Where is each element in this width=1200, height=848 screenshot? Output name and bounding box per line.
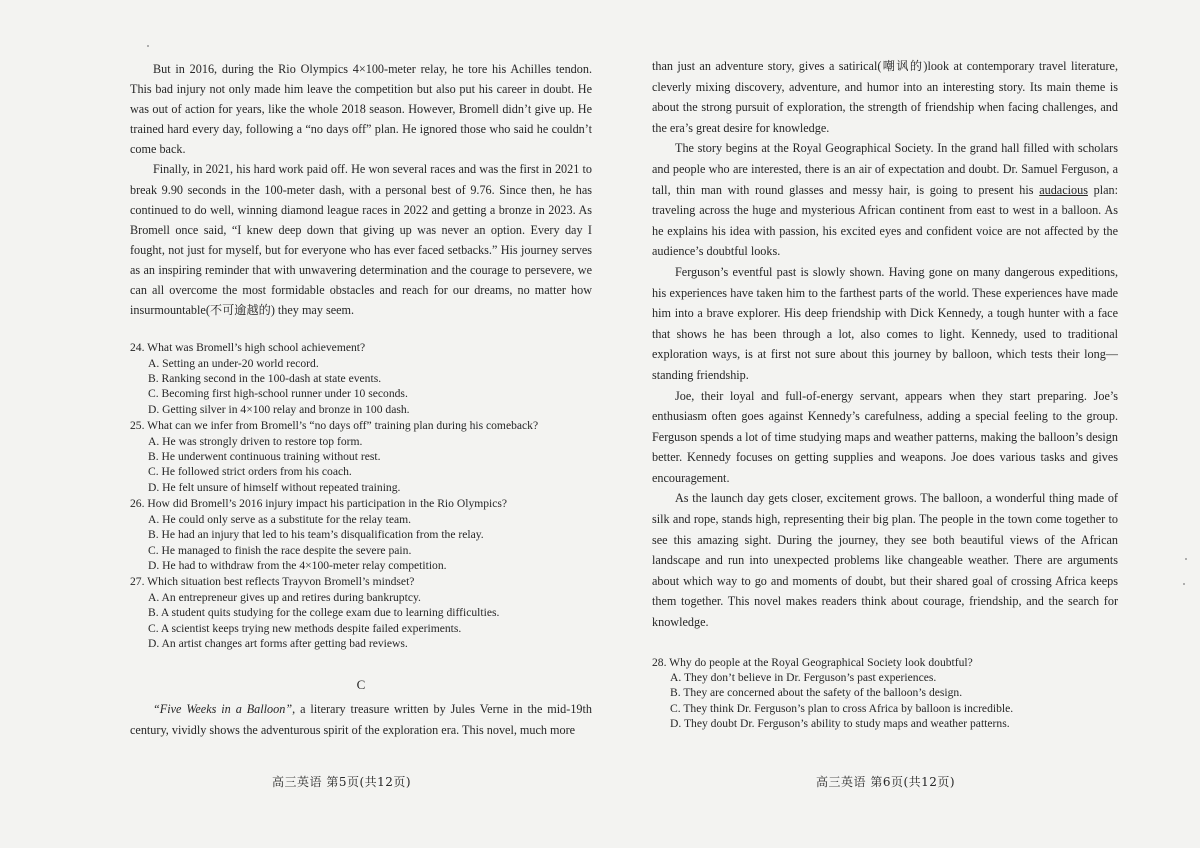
passage-paragraph	[652, 138, 1118, 262]
option-d: D. They doubt Dr. Ferguson’s ability to study maps and weather patterns.	[670, 717, 1010, 731]
paragraph-text: The story begins at the Royal Geographical Society. In the grand hall filled with scholars and people who are interested, there is an air of expectation and doubt. Dr. Samuel Ferguson, a tall, thin man with round glasses and messy hair, is going to present his	[652, 141, 1118, 197]
right-page	[600, 0, 1200, 848]
passage-paragraph: Finally, in 2021, his hard work paid off. He won several races and was the first in 2021 to break 9.90 seconds in the 100-meter dash, with a personal best of 9.76. Since then, he has continued to do well, winning diamond league races in 2022 and getting a bronze in 2023. As Bromell once said, “I knew deep down that giving up was never an option. Every day I fought, not just for myself, but for everyone who has ever faced setbacks.” His journey serves as an inspiring reminder that with unwavering determination and the courage to persevere, we can all overcome the most formidable obstacles and reach for our dreams, no matter how insurmountable(不可逾越的) they may seem.	[130, 162, 592, 318]
passage-paragraph: But in 2016, during the Rio Olympics 4×100-meter relay, he tore his Achilles tendon. This bad injury not only made him leave the competition but also put his career in doubt. He was out of action for years, like the whole 2018 season. However, Bromell didn’t give up. He trained hard every day, following a “no days off” plan. He ignored those who said he couldn’t come back.	[130, 62, 592, 157]
section-c-intro	[130, 699, 592, 739]
option-d: D. He felt unsure of himself without repeated training.	[148, 480, 401, 494]
option-d: D. Getting silver in 4×100 relay and bronze in 100 dash.	[148, 402, 410, 416]
option-a: A. An entrepreneur gives up and retires during bankruptcy.	[148, 590, 421, 604]
option-a: A. He could only serve as a substitute for the relay team.	[148, 512, 412, 526]
option-b: B. A student quits studying for the college exam due to learning difficulties.	[148, 606, 500, 620]
option-a: A. They don’t believe in Dr. Ferguson’s past experiences.	[670, 671, 937, 685]
question-stem: 28. Why do people at the Royal Geographical Society look doubtful?	[652, 655, 973, 669]
question-26	[130, 496, 592, 573]
option-a: A. Setting an under-20 world record.	[148, 356, 319, 370]
question-stem: 26. How did Bromell’s 2016 injury impact his participation in the Rio Olympics?	[130, 497, 508, 511]
option-b: B. He had an injury that led to his team’s disqualification from the relay.	[148, 528, 484, 542]
question-28	[652, 655, 1118, 732]
question-list	[652, 655, 1118, 732]
question-24	[130, 340, 592, 417]
scan-speck	[1183, 583, 1185, 585]
question-stem: 25. What can we infer from Bromell’s “no days off” training plan during his comeback?	[130, 419, 539, 433]
page-footer: 高三英语 第6页(共12页)	[816, 775, 956, 789]
question-stem: 24. What was Bromell’s high school achievement?	[130, 341, 366, 355]
question-stem: 27. Which situation best reflects Trayvon Bromell’s mindset?	[130, 575, 415, 589]
option-d: D. An artist changes art forms after getting bad reviews.	[148, 636, 408, 650]
scan-speck	[147, 45, 149, 47]
scan-speck	[1185, 558, 1187, 560]
section-title: C	[356, 677, 366, 693]
option-c: C. A scientist keeps trying new methods despite failed experiments.	[148, 621, 462, 635]
right-column	[652, 56, 1118, 733]
underlined-word: audacious	[1039, 182, 1088, 197]
option-c: C. Becoming first high-school runner under 10 seconds.	[148, 387, 408, 401]
option-c: C. He managed to finish the race despite the severe pain.	[148, 543, 412, 557]
page-footer: 高三英语 第5页(共12页)	[272, 775, 412, 789]
option-d: D. He had to withdraw from the 4×100-meter relay competition.	[148, 558, 447, 572]
intro-text: , a literary treasure written by Jules Verne in the mid-19th century, vividly shows the adventurous spirit of the exploration era. This novel, much more	[130, 702, 592, 737]
passage-paragraph: Joe, their loyal and full-of-energy servant, appears when they start preparing. Joe’s enthusiasm often goes against Kennedy’s carefulness, adding a special feeling to the group. Ferguson spends a lot of time studying maps and weather patterns, making the balloon’s design better. Kennedy focuses on getting supplies and weapons. Joe does various tasks and gives encouragement.	[652, 388, 1118, 485]
option-a: A. He was strongly driven to restore top form.	[148, 434, 363, 448]
option-b: B. He underwent continuous training without rest.	[148, 450, 381, 464]
passage-paragraph: than just an adventure story, gives a satirical(嘲讽的)look at contemporary travel literature, cleverly mixing discovery, adventure, and humor into an interesting story. Its main theme is about the strong pursuit of exploration, the strength of friendship when facing challenges, and the era’s great desire for knowledge.	[652, 59, 1118, 135]
left-column	[130, 59, 592, 740]
passage-paragraph: Ferguson’s eventful past is slowly shown. Having gone on many dangerous expeditions, his experiences have taken him to the farthest parts of the world. These experiences have made him into a brave explorer. His deep friendship with Dick Kennedy, a tough hunter with a face that shows he has been through a lot, also comes to light. Kennedy, used to traditional exploration ways, is at first not sure about this journey by balloon, which tests their long—standing friendship.	[652, 264, 1118, 382]
question-27	[130, 574, 592, 651]
option-b: B. They are concerned about the safety of the balloon’s design.	[670, 686, 963, 700]
question-list	[130, 340, 592, 651]
novel-title: “Five Weeks in a Balloon”	[153, 702, 293, 717]
option-b: B. Ranking second in the 100-dash at state events.	[148, 372, 382, 386]
paragraph-text: plan: traveling across the huge and mysterious African continent from east to west in a balloon. As he explains his idea with passion, his excited eyes and confident voice are not affected by the audience’s doubtful looks.	[652, 182, 1118, 259]
option-c: C. He followed strict orders from his coach.	[148, 465, 352, 479]
option-c: C. They think Dr. Ferguson’s plan to cross Africa by balloon is incredible.	[670, 701, 1014, 715]
question-25	[130, 418, 592, 495]
passage-paragraph: As the launch day gets closer, excitement grows. The balloon, a wonderful thing made of silk and rope, stands high, representing their big plan. The people in the town come together to see this amazing sight. During the journey, they see both beautiful views of the African landscape and run into unexpected problems like changeable weather. There are arguments about which way to go and moments of doubt, but their shared goal of crossing Africa keeps them together. This novel makes readers think about courage, friendship, and the search for knowledge.	[652, 491, 1118, 630]
